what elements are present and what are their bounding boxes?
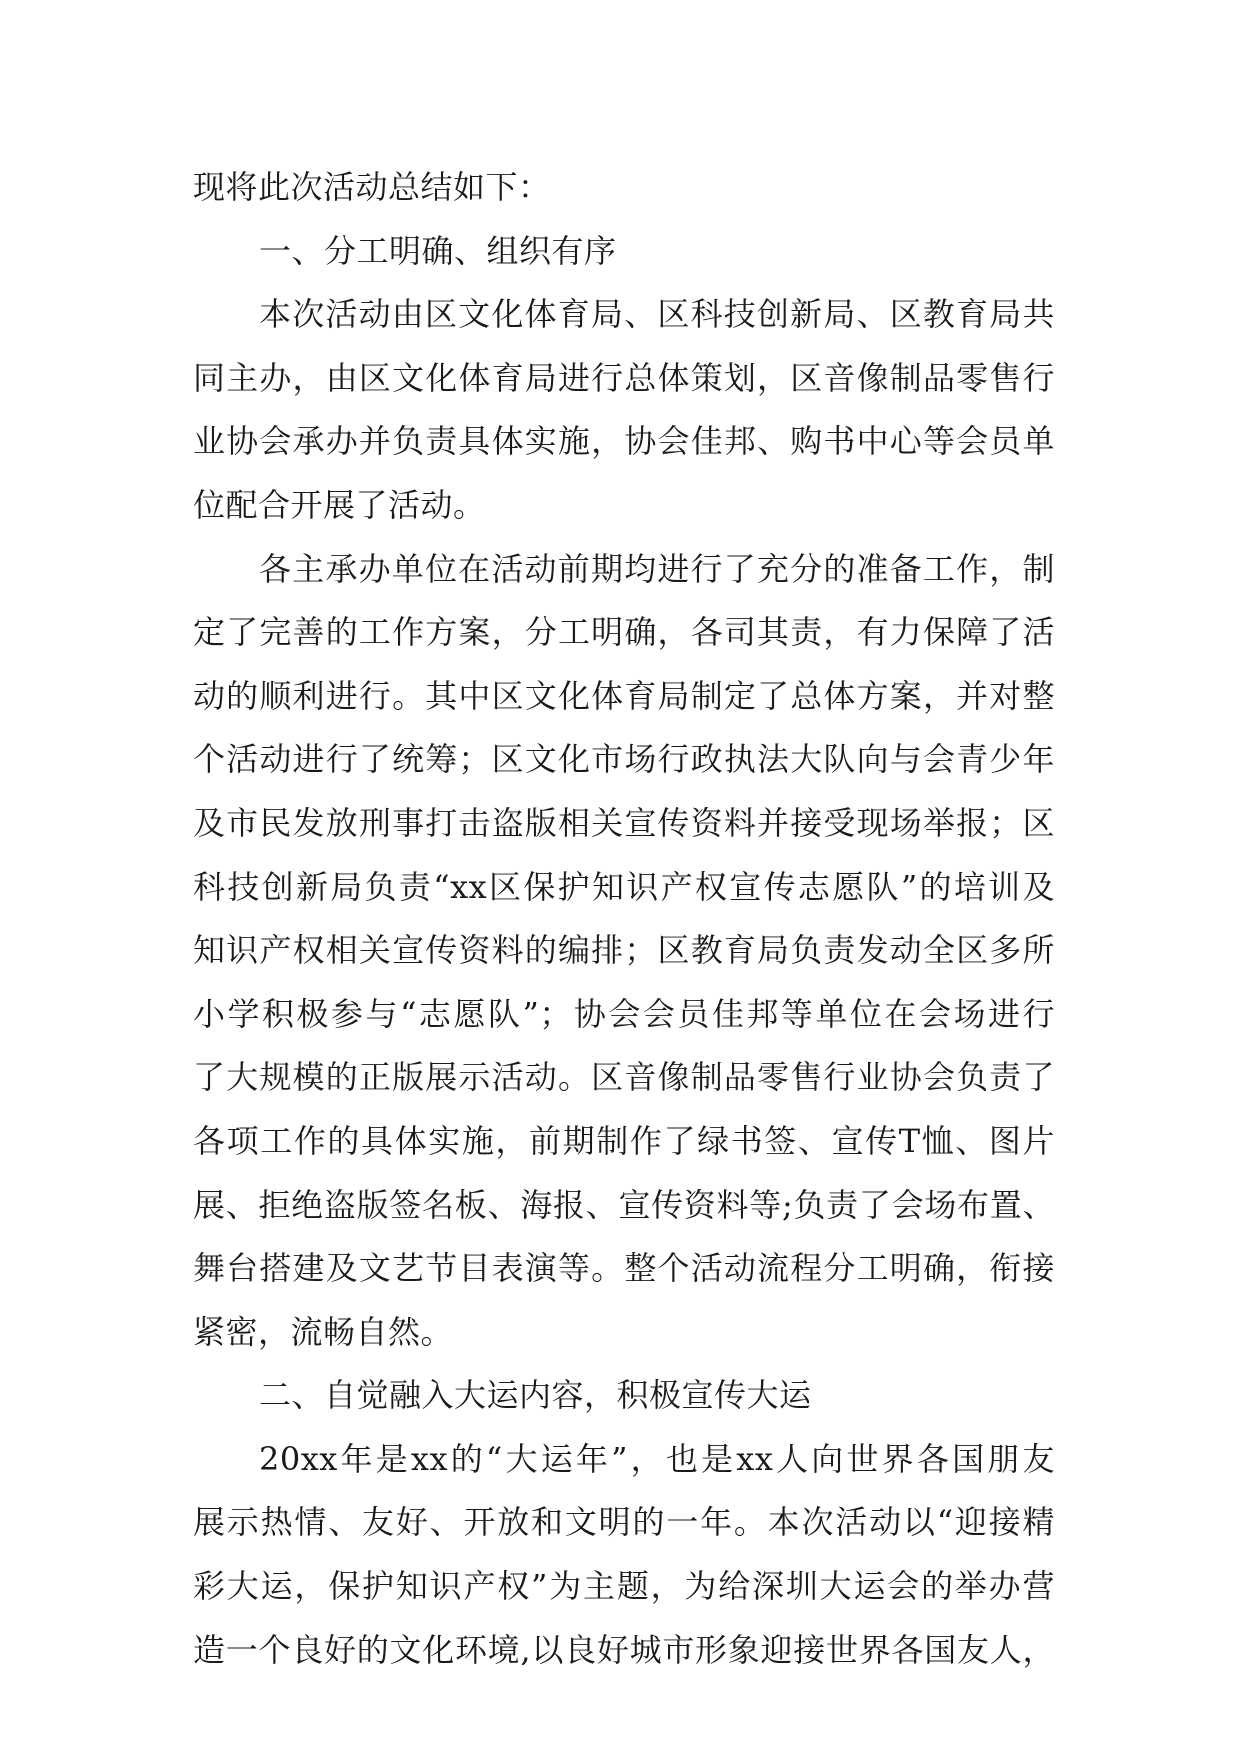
text-line: 各主承办单位在活动前期均进行了充分的准备工作，制 — [259, 549, 1055, 588]
text-line: 动的顺利进行。其中区文化体育局制定了总体方案，并对整 — [193, 676, 1055, 715]
text-line: 展、拒绝盗版签名板、海报、宣传资料等;负责了会场布置、 — [193, 1185, 1055, 1224]
text-line: 各项工作的具体实施，前期制作了绿书签、宣传T恤、图片 — [193, 1121, 1055, 1160]
text-line: 同主办，由区文化体育局进行总体策划，区音像制品零售行 — [193, 358, 1055, 397]
text-line: 业协会承办并负责具体实施，协会佳邦、购书中心等会员单 — [193, 422, 1055, 461]
text-line: 彩大运，保护知识产权”为主题，为给深圳大运会的举办营 — [193, 1567, 1055, 1606]
text-line: 定了完善的工作方案，分工明确，各司其责，有力保障了活 — [193, 613, 1055, 652]
text-line: 了大规模的正版展示活动。区音像制品零售行业协会负责了 — [193, 1058, 1055, 1097]
section-heading: 二、自觉融入大运内容，积极宣传大运 — [259, 1376, 812, 1415]
text-line: 紧密，流畅自然。 — [193, 1312, 454, 1351]
text-line: 20xx年是xx的“大运年”，也是xx人向世界各国朋友 — [259, 1439, 1055, 1478]
text-line: 小学积极参与“志愿队”；协会会员佳邦等单位在会场进行 — [193, 994, 1055, 1033]
text-line: 造一个良好的文化环境,以良好城市形象迎接世界各国友人， — [193, 1630, 1055, 1669]
text-line: 科技创新局负责“xx区保护知识产权宣传志愿队”的培训及 — [193, 867, 1055, 906]
text-line: 及市民发放刑事打击盗版相关宣传资料并接受现场举报；区 — [193, 803, 1055, 842]
text-line: 本次活动由区文化体育局、区科技创新局、区教育局共 — [259, 295, 1055, 334]
text-line: 现将此次活动总结如下： — [193, 168, 551, 206]
text-line: 舞台搭建及文艺节目表演等。整个活动流程分工明确，衔接 — [193, 1249, 1055, 1288]
text-line: 知识产权相关宣传资料的编排；区教育局负责发动全区多所 — [193, 931, 1055, 970]
text-line: 个活动进行了统筹；区文化市场行政执法大队向与会青少年 — [193, 740, 1055, 779]
text-line: 展示热情、友好、开放和文明的一年。本次活动以“迎接精 — [193, 1503, 1055, 1542]
document-page — [193, 156, 1055, 1682]
text-line: 位配合开展了活动。 — [193, 485, 486, 524]
section-heading: 一、分工明确、组织有序 — [259, 231, 617, 270]
